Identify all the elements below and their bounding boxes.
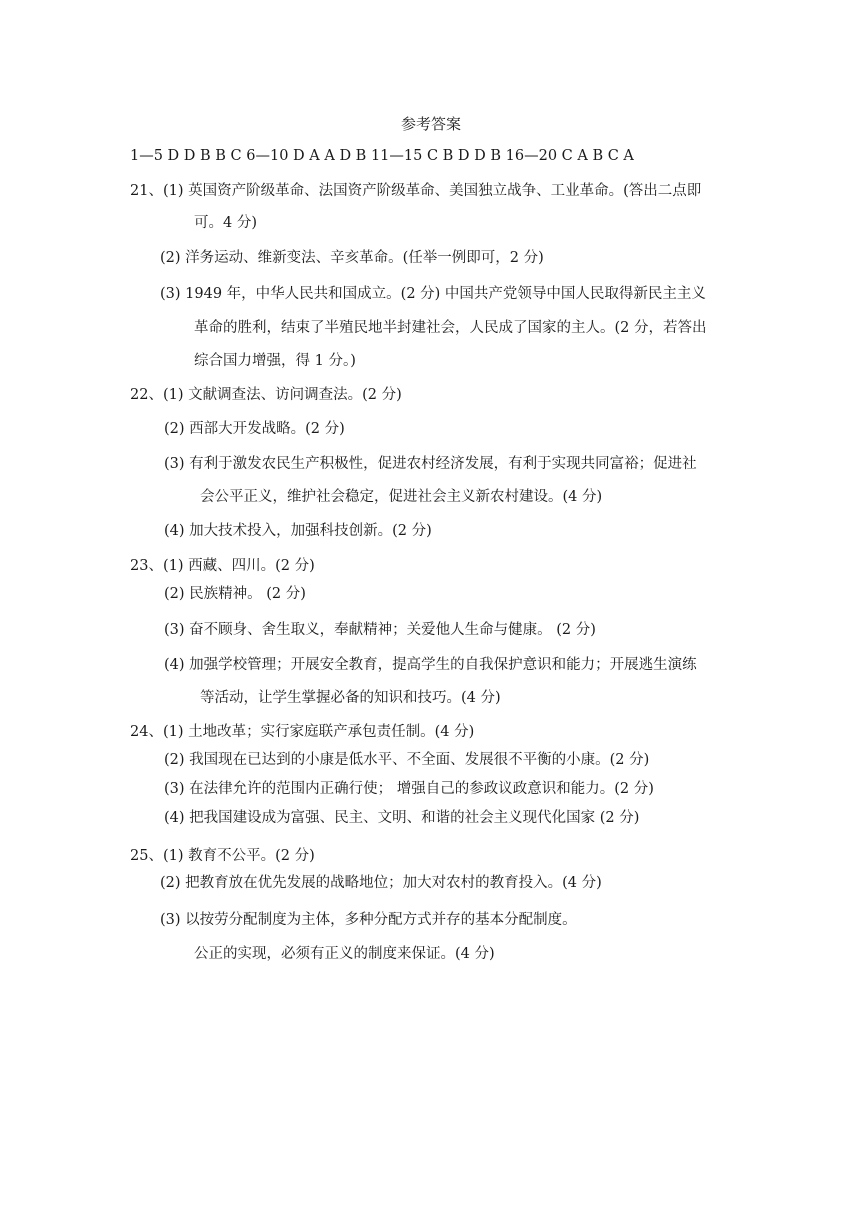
q23-part4-line2: 等活动，让学生掌握必备的知识和技巧。(4 分): [200, 690, 501, 706]
q21-part3-line2: 革命的胜利，结束了半殖民地半封建社会，人民成了国家的主人。(2 分，若答出: [194, 320, 707, 336]
q25-part1: 25、(1) 教育不公平。(2 分): [130, 848, 315, 864]
q22-part3-line2: 会公平正义，维护社会稳定，促进社会主义新农村建设。(4 分): [200, 489, 603, 505]
q22-part4: (4) 加大技术投入，加强科技创新。(2 分): [164, 523, 432, 539]
q23-part1: 23、(1) 西藏、四川。(2 分): [130, 558, 315, 574]
q25-part3-line1: (3) 以按劳分配制度为主体，多种分配方式并存的基本分配制度。: [160, 912, 577, 928]
q23-part4-line1: (4) 加强学校管理；开展安全教育，提高学生的自我保护意识和能力；开展逃生演练: [164, 657, 697, 673]
multiple-choice-answers: 1—5 D D B B C 6—10 D A A D B 11—15 C B D D B 16—20 C A B C A: [130, 148, 634, 164]
q22-part2: (2) 西部大开发战略。(2 分): [164, 421, 345, 437]
q21-part2: (2) 洋务运动、维新变法、辛亥革命。(任举一例即可，2 分): [160, 250, 544, 266]
q25-part3-line2: 公正的实现，必须有正义的制度来保证。(4 分): [194, 946, 495, 962]
q21-part3-line1: (3) 1949 年，中华人民共和国成立。(2 分) 中国共产党领导中国人民取得新民主主义: [160, 286, 706, 302]
q21-part3-line3: 综合国力增强，得 1 分。): [194, 353, 356, 369]
q24-part4: (4) 把我国建设成为富强、民主、文明、和谐的社会主义现代化国家 (2 分): [164, 810, 640, 826]
q22-part3-line1: (3) 有利于激发农民生产积极性，促进农村经济发展，有利于实现共同富裕；促进社: [164, 456, 697, 472]
q21-part1-line2: 可。4 分): [194, 215, 257, 231]
q24-part2: (2) 我国现在已达到的小康是低水平、不全面、发展很不平衡的小康。(2 分): [164, 752, 650, 768]
page-title: 参考答案: [401, 115, 462, 133]
q22-part1: 22、(1) 文献调查法、访问调查法。(2 分): [130, 387, 402, 403]
q23-part2: (2) 民族精神。 (2 分): [164, 586, 306, 602]
q25-part2: (2) 把教育放在优先发展的战略地位；加大对农村的教育投入。(4 分): [160, 875, 602, 891]
q21-part1-line1: 21、(1) 英国资产阶级革命、法国资产阶级革命、美国独立战争、工业革命。(答出二点即: [130, 183, 702, 199]
q24-part3: (3) 在法律允许的范围内正确行使； 增强自己的参政议政意识和能力。(2 分): [164, 781, 654, 797]
q24-part1: 24、(1) 土地改革；实行家庭联产承包责任制。(4 分): [130, 724, 475, 740]
q23-part3: (3) 奋不顾身、舍生取义，奉献精神；关爱他人生命与健康。 (2 分): [164, 622, 596, 638]
